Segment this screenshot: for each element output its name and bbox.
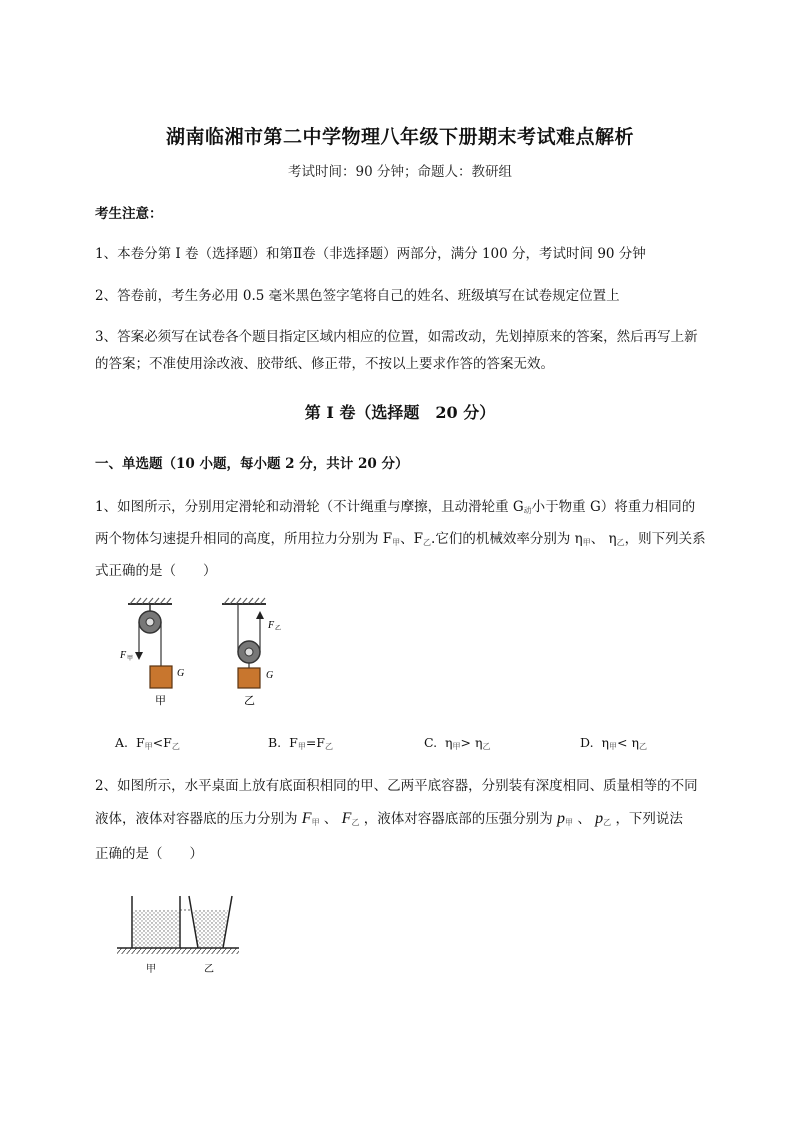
weight-label-yi: G [266, 670, 274, 681]
option-c[interactable]: C. $\eta_甲> \eta_乙$ [424, 735, 491, 751]
weight-label-jia: G [177, 668, 185, 679]
question-group-title: 一、单选题（10 小题，每小题 2 分，共计 20 分） [95, 456, 409, 472]
force-sub-jia: 甲 [127, 656, 134, 662]
container-jia [132, 896, 180, 948]
movable-pulley-diagram [222, 598, 281, 707]
question-2-line-2: 液体，液体对容器底的压力分别为 $F_甲$ 、 $F_乙$ ，液体对容器底部的压强分别为 $p_甲$ 、 $p_乙$ ，下列说法 [95, 810, 683, 827]
option-b[interactable]: B. $F_甲=F_乙$ [268, 735, 333, 751]
table-surface [117, 948, 239, 954]
question-2-line-3: 正确的是（ ） [95, 846, 203, 862]
pulley-figure [110, 592, 300, 712]
container-label-yi: 乙 [204, 964, 214, 975]
question-2-line-1: 2、如图所示，水平桌面上放有底面积相同的甲、乙两平底容器，分别装有深度相同、质量相等的不同 [95, 778, 698, 794]
notice-item-3: 3、答案必须写在试卷各个题目指定区域内相应的位置，如需改动，先划掉原来的答案，然后再写上新的答案；不准使用涂改液、胶带纸、修正带，不按以上要求作答的答案无效。 [95, 329, 698, 372]
weight-block-yi [238, 668, 260, 688]
exam-info: 考试时间：90 分钟；命题人：教研组 [288, 164, 512, 180]
fixed-pulley-diagram [119, 598, 184, 707]
force-sub-yi: 乙 [275, 626, 282, 632]
weight-block-jia [150, 666, 172, 688]
option-a[interactable]: A. $F_甲<F_乙$ [115, 735, 180, 751]
container-label-jia: 甲 [146, 964, 156, 975]
section-title: 第 I 卷（选择题 20 分） [304, 403, 496, 422]
question-1-text: 1、如图所示，分别用定滑轮和动滑轮（不计绳重与摩擦，且动滑轮重 $G_动$小于物重 G）将重力相同的两个物体匀速提升相同的高度，所用拉力分别为 $F_甲$、$F_乙$.它们的机械效率分别为 $\eta_甲$、 $\eta_乙$，则下列关系式正确的是（ ） [95, 499, 706, 579]
page-title: 湖南临湘市第二中学物理八年级下册期末考试难点解析 [165, 126, 634, 148]
notice-label: 考生注意： [95, 206, 163, 222]
option-d[interactable]: D. $\eta_甲< \eta_乙$ [580, 735, 647, 751]
figure-label-jia: 甲 [155, 694, 166, 707]
container-yi [189, 896, 232, 948]
force-label-yi: F [268, 620, 275, 631]
figure-label-yi: 乙 [244, 694, 255, 707]
force-label-jia: F [120, 650, 127, 661]
notice-item-2: 2、答卷前，考生务必用 0.5 毫米黑色签字笔将自己的姓名、班级填写在试卷规定位置上 [95, 288, 620, 304]
notice-item-1: 1、本卷分第 I 卷（选择题）和第Ⅱ卷（非选择题）两部分，满分 100 分，考试时间 90 分钟 [95, 246, 646, 262]
container-figure [115, 890, 245, 980]
